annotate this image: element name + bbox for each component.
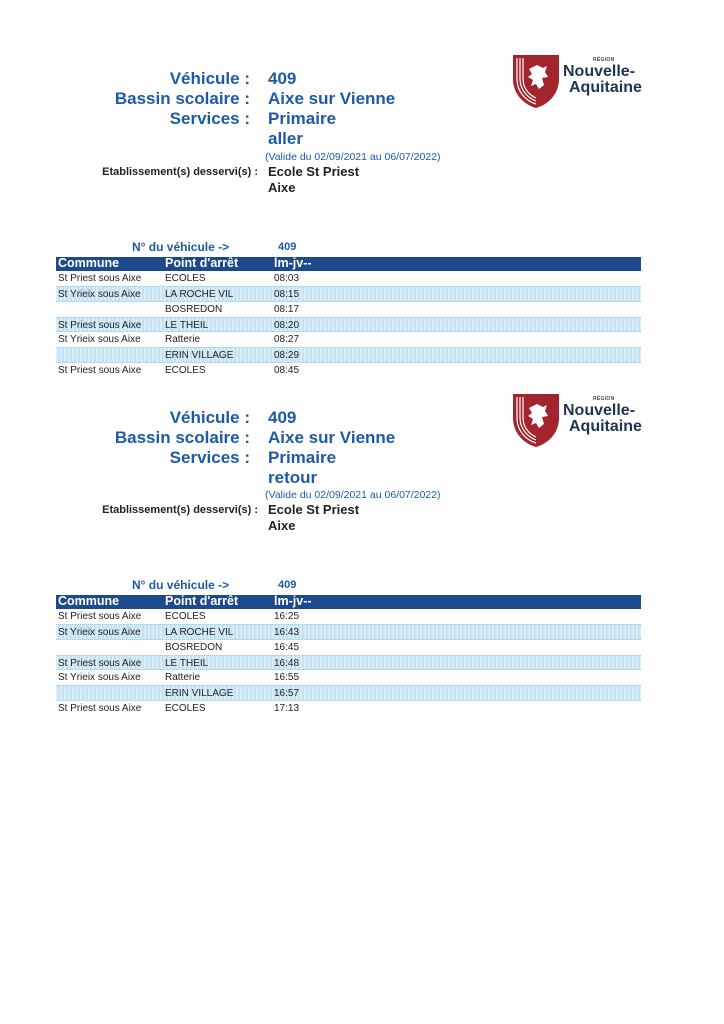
bassin-label: Bassin scolaire : [114, 89, 250, 108]
cell-time: 16:43 [274, 627, 300, 639]
cell-point: LE THEIL [165, 657, 209, 669]
schedule-section-aller [0, 0, 724, 376]
cell-commune: St Yrieix sous Aixe [58, 672, 141, 684]
vehicle-number-label: N° du véhicule -> [132, 240, 230, 254]
logo-region-text: RÉGION [593, 396, 615, 402]
cell-point: Ratterie [165, 334, 201, 346]
region-logo [511, 392, 643, 448]
cell-point: Ratterie [165, 672, 201, 684]
column-header-point: Point d'arrêt [165, 594, 239, 608]
table-row [56, 302, 641, 317]
cell-commune: St Yrieix sous Aixe [58, 334, 141, 346]
table-header [56, 595, 641, 609]
cell-point: LE THEIL [165, 319, 209, 331]
cell-time: 16:48 [274, 657, 300, 669]
logo-name-line1: Nouvelle- [563, 402, 636, 419]
validity-period: (Valide du 02/09/2021 au 06/07/2022) [265, 151, 441, 163]
table-row [56, 624, 641, 639]
table-row [56, 685, 641, 700]
table-row [56, 701, 641, 716]
cell-commune: St Priest sous Aixe [58, 364, 142, 376]
table-row [56, 640, 641, 655]
column-header-days: lm-jv-- [274, 256, 312, 270]
column-header-commune: Commune [58, 256, 120, 270]
logo-region-text: RÉGION [593, 57, 615, 63]
schedule-section-retour [0, 339, 724, 714]
vehicle-number-value: 409 [278, 241, 297, 253]
etablissement-line2: Aixe [268, 518, 296, 533]
etablissement-line1: Ecole St Priest [268, 502, 360, 517]
etablissement-line1: Ecole St Priest [268, 164, 360, 179]
table-row [56, 670, 641, 685]
vehicule-value: 409 [268, 408, 297, 427]
vehicle-number-value: 409 [278, 579, 297, 591]
cell-commune: St Yrieix sous Aixe [58, 627, 141, 639]
cell-time: 08:03 [274, 273, 300, 284]
logo-name-line2: Aquitaine [569, 418, 642, 435]
cell-point: LA ROCHE VIL [165, 627, 234, 639]
table-row [56, 655, 641, 670]
services-label: Services : [169, 109, 250, 128]
column-header-point: Point d'arrêt [165, 256, 239, 270]
cell-time: 16:55 [274, 672, 300, 684]
bassin-value: Aixe sur Vienne [268, 89, 396, 108]
direction-value: aller [268, 129, 303, 148]
cell-point: ECOLES [165, 702, 206, 714]
cell-point: ERIN VILLAGE [165, 350, 234, 362]
vehicule-label: Véhicule : [169, 408, 250, 427]
etablissement-label: Etablissement(s) desservi(s) : [102, 166, 258, 178]
bassin-value: Aixe sur Vienne [268, 428, 396, 447]
table-row [56, 271, 641, 286]
cell-time: 08:27 [274, 334, 300, 346]
etablissement-line2: Aixe [268, 180, 296, 195]
logo-name-line1: Nouvelle- [563, 63, 636, 80]
table-row [56, 317, 641, 332]
cell-time: 16:57 [274, 688, 300, 700]
services-value: Primaire [268, 448, 337, 467]
cell-time: 08:15 [274, 289, 300, 301]
region-logo [511, 53, 643, 109]
cell-time: 08:17 [274, 303, 300, 315]
cell-point: ERIN VILLAGE [165, 688, 234, 700]
region-shield-icon [511, 392, 561, 448]
column-header-commune: Commune [58, 594, 120, 608]
table-header [56, 257, 641, 271]
cell-commune: St Priest sous Aixe [58, 273, 142, 284]
table-row [56, 286, 641, 301]
cell-point: BOSREDON [165, 641, 223, 653]
cell-time: 16:45 [274, 641, 300, 653]
services-value: Primaire [268, 109, 337, 128]
cell-point: ECOLES [165, 611, 206, 622]
bassin-label: Bassin scolaire : [114, 428, 250, 447]
cell-time: 08:29 [274, 350, 300, 362]
cell-time: 08:45 [274, 364, 300, 376]
vehicule-label: Véhicule : [169, 69, 250, 88]
cell-time: 17:13 [274, 702, 300, 714]
table-row [56, 609, 641, 624]
services-label: Services : [169, 448, 250, 467]
vehicle-number-label: N° du véhicule -> [132, 578, 230, 592]
logo-name-line2: Aquitaine [569, 79, 642, 96]
cell-commune: St Priest sous Aixe [58, 702, 142, 714]
validity-period: (Valide du 02/09/2021 au 06/07/2022) [265, 489, 441, 501]
cell-commune: St Priest sous Aixe [58, 657, 142, 669]
column-header-days: lm-jv-- [274, 594, 312, 608]
cell-commune: St Priest sous Aixe [58, 319, 142, 331]
cell-point: ECOLES [165, 364, 206, 376]
cell-point: LA ROCHE VIL [165, 289, 234, 301]
cell-commune: St Priest sous Aixe [58, 611, 142, 622]
cell-time: 08:20 [274, 319, 300, 331]
direction-value: retour [268, 468, 318, 487]
cell-point: ECOLES [165, 273, 206, 284]
cell-commune: St Yrieix sous Aixe [58, 289, 141, 301]
etablissement-label: Etablissement(s) desservi(s) : [102, 504, 258, 516]
vehicule-value: 409 [268, 69, 297, 88]
region-shield-icon [511, 53, 561, 109]
cell-point: BOSREDON [165, 303, 223, 315]
schedule-table [56, 595, 641, 716]
cell-time: 16:25 [274, 611, 300, 622]
